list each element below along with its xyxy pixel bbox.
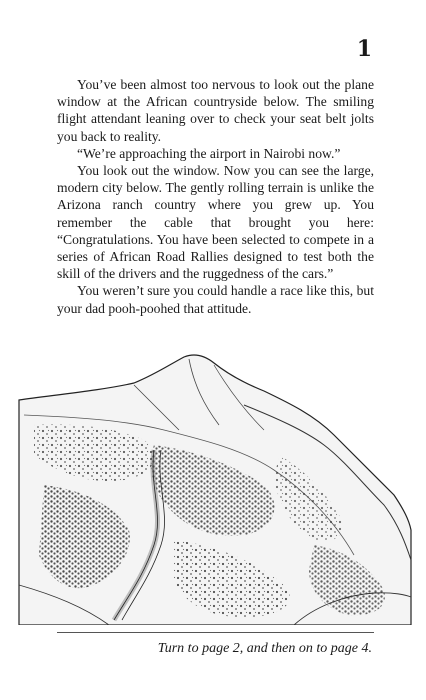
paragraph-4: You weren’t sure you could handle a race like this, but your dad pooh-poohed that attitude. [57, 283, 374, 316]
paragraph-2: “We’re approaching the airport in Nairobi now.” [77, 145, 341, 161]
story-text [57, 76, 374, 317]
footer-divider [57, 632, 374, 633]
mountain-landscape-illustration [14, 345, 412, 625]
paragraph-1: You’ve been almost too nervous to look out the plane window at the African countryside below. The smiling flight attendant leaning over to check your seat belt jolts you back to reality. [57, 77, 374, 144]
paragraph-3: You look out the window. Now you can see the large, modern city below. The gently rolling terrain is unlike the Arizona ranch country where you grew up. You remember the cable that brought you here: “Congratulations. You have been selected to compete in a series of African Road Rallies designed to test both the skill of the drivers and the ruggedness of the cars.” [57, 163, 374, 282]
footer-instruction: Turn to page 2, and then on to page 4. [157, 641, 372, 656]
page-number: 1 [356, 36, 372, 62]
